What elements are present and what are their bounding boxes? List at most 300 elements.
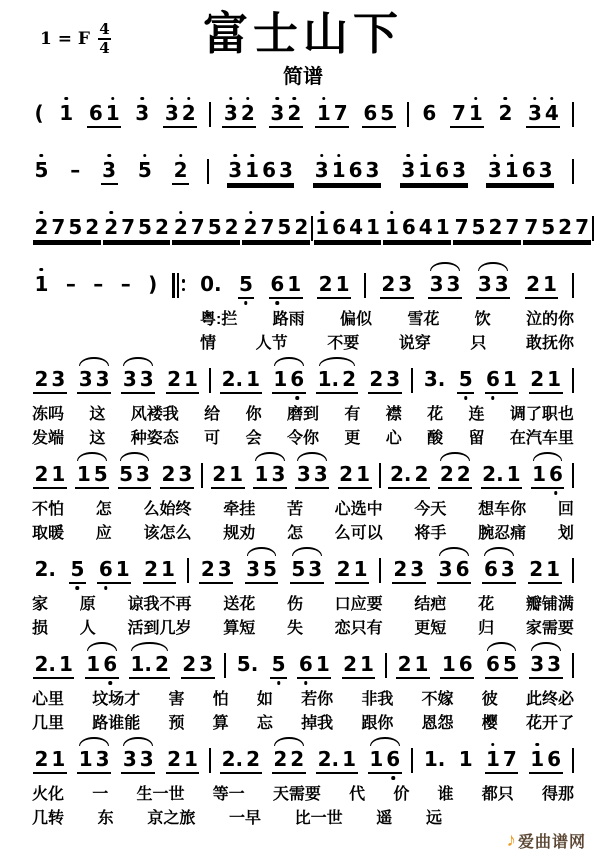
note: 2 [154, 651, 169, 676]
note: 5 [380, 100, 395, 125]
note: 1 [287, 271, 302, 296]
lyric-row [32, 593, 574, 617]
note-group [227, 150, 295, 194]
note: 4 [418, 214, 433, 239]
note-group [211, 454, 245, 498]
barline [209, 748, 211, 773]
note-group [136, 150, 153, 192]
octave-dot-below [304, 681, 308, 685]
note-group [272, 739, 306, 783]
note: 1 [335, 271, 350, 296]
note: 1 [86, 651, 101, 676]
lyric-syllable: 一 [92, 785, 109, 803]
lyric-syllable: 种姿态 [130, 429, 179, 447]
note: 6 [435, 157, 450, 182]
lyric-syllable: 令你 [286, 429, 319, 447]
note: 1 [356, 461, 370, 486]
music-system [32, 549, 574, 641]
note: 3 [446, 271, 461, 296]
octave-dot-above [246, 97, 250, 101]
note: 3 [122, 366, 137, 391]
note: 6 [332, 214, 347, 239]
lyric-syllable: 该怎么 [143, 524, 192, 542]
barline [311, 216, 313, 241]
note: 3 [313, 160, 330, 182]
octave-dot-above [250, 154, 254, 158]
note: 3 [494, 271, 509, 296]
note: – [65, 271, 76, 296]
note: 1 [78, 746, 93, 771]
note: 1 [366, 214, 380, 239]
note: 6 [385, 749, 402, 771]
note: 7 [333, 100, 348, 125]
note-group [529, 359, 563, 403]
note: 2 [339, 461, 354, 486]
note-group [440, 644, 474, 688]
note: 3 [139, 746, 154, 771]
octave-dot-above [233, 154, 237, 158]
lyric-syllable: 么可以 [334, 524, 383, 542]
note: 3 [486, 160, 503, 182]
slur-arc [87, 642, 117, 651]
notation-row [32, 264, 574, 308]
lyric-syllable: 在汽车里 [509, 429, 574, 447]
note: 5 [502, 651, 517, 676]
note: 2 [318, 271, 333, 296]
notation-row [32, 454, 574, 498]
watermark-text: 爱曲谱网 [517, 834, 586, 851]
note-group [523, 207, 591, 251]
note-group [118, 454, 152, 498]
lyric-syllable: 更 [344, 429, 361, 447]
note-group [33, 454, 67, 498]
lyric-syllable: 人 [79, 619, 96, 637]
lyric-syllable: 几转 [32, 809, 65, 827]
note: 2 [294, 214, 309, 239]
note-group [485, 644, 519, 688]
music-system [32, 454, 574, 546]
lyric-syllable: 得那 [541, 785, 574, 803]
slur-arc [292, 547, 322, 556]
note-group [335, 549, 369, 593]
lyric-syllable: 会 [245, 429, 262, 447]
note: 2 [530, 366, 545, 391]
time-signature [98, 22, 111, 56]
note-group [482, 549, 516, 593]
note: 6 [483, 556, 498, 581]
barline [572, 159, 574, 184]
note: 1 [273, 366, 288, 391]
note-group [222, 93, 256, 137]
lyric-syllable: 更短 [414, 619, 447, 637]
octave-dot-below [244, 301, 248, 305]
note-group [33, 739, 67, 783]
lyric-syllable: 恋只有 [334, 619, 383, 637]
note: 3 [199, 651, 214, 676]
lyric-syllable: 路雨 [272, 310, 305, 328]
note: 6 [458, 651, 473, 676]
octave-dot-below [554, 491, 558, 495]
note-group [245, 549, 279, 593]
lyric-syllable: 家 [32, 595, 49, 613]
note-group [529, 739, 563, 783]
lyric-syllable: 划 [557, 524, 574, 542]
note-group [33, 264, 50, 306]
lyric-syllable: 冻吗 [32, 405, 65, 423]
lyric-syllable: 掉我 [301, 714, 334, 732]
note-group [119, 264, 132, 306]
note: 2 [290, 746, 305, 771]
note: 4 [349, 214, 364, 239]
note: 1. [317, 366, 340, 391]
barline [187, 558, 189, 583]
octave-dot-below [76, 586, 80, 590]
lyric-syllable: 恩怨 [421, 714, 454, 732]
note: 2 [33, 217, 50, 239]
music-system [32, 739, 574, 831]
note-group [69, 150, 82, 192]
note: 7 [451, 100, 466, 125]
note: 1 [547, 366, 562, 391]
lyric-syllable: 心 [385, 429, 402, 447]
lyric-syllable: 苦 [286, 500, 303, 518]
note-group [368, 359, 402, 403]
note-group [64, 264, 77, 306]
octave-dot-above [40, 268, 44, 272]
note-group [453, 207, 521, 251]
note: 6 [455, 556, 470, 581]
note: 6 [485, 369, 502, 391]
note-group [220, 359, 261, 403]
slur-arc [533, 452, 563, 461]
barline [385, 653, 387, 678]
note: 3 [530, 651, 545, 676]
note-group [58, 93, 75, 135]
note: 7 [190, 214, 205, 239]
notation-row [32, 644, 574, 688]
note: 2 [488, 214, 503, 239]
octave-dot-above [293, 97, 297, 101]
note-group [69, 549, 86, 593]
lyric-syllable: 襟 [385, 405, 402, 423]
note-group [220, 739, 261, 783]
note: 1 [315, 103, 332, 125]
note: 2. [221, 366, 244, 391]
lyric-syllable: 一早 [228, 809, 261, 827]
lyric-syllable: 情 [200, 334, 217, 352]
slur-arc [478, 262, 508, 271]
octave-dot-below [391, 776, 395, 780]
barline [209, 102, 211, 127]
lyric-syllable: 忘 [256, 714, 273, 732]
note: 3 [547, 651, 562, 676]
note: 2 [558, 214, 573, 239]
note: 3 [269, 103, 286, 125]
lyric-syllable: 取暖 [32, 524, 65, 542]
note: 5 [238, 274, 255, 296]
music-system [32, 264, 574, 356]
note: 2 [336, 556, 351, 581]
lyric-syllable: 归 [478, 619, 495, 637]
lyric-syllable: 你 [245, 405, 262, 423]
lyric-syllable: 等一 [212, 785, 245, 803]
lyric-syllable: 非我 [361, 690, 394, 708]
note: 2 [172, 160, 189, 182]
note: ( [34, 100, 44, 125]
lyric-syllable: 风褛我 [130, 405, 179, 423]
lyric-syllable: 代 [349, 785, 366, 803]
note: 1 [315, 651, 330, 676]
note-group [290, 549, 324, 593]
music-system [32, 93, 574, 137]
note: 2 [439, 461, 454, 486]
note: 2 [224, 214, 239, 239]
note: 3 [500, 556, 515, 581]
lyric-syllable: 说穿 [398, 334, 431, 352]
note-group [129, 644, 170, 688]
lyric-syllable: 只 [470, 334, 487, 352]
lyric-syllable: 应 [95, 524, 112, 542]
lyric-row [32, 807, 442, 831]
note: 3 [163, 103, 180, 125]
note: 3 [308, 556, 323, 581]
slur-arc [123, 357, 153, 366]
note-group [437, 549, 471, 593]
lyric-syllable: 怕 [212, 690, 229, 708]
note: 1 [503, 160, 520, 182]
note-group [421, 93, 438, 135]
note-group [172, 150, 189, 194]
note: 1 [342, 746, 356, 771]
barline [201, 463, 203, 488]
note: 2 [167, 366, 181, 391]
note: 1 [59, 651, 73, 676]
slur-arc [77, 452, 107, 461]
octave-dot-above [179, 154, 183, 158]
slur-arc [531, 642, 561, 651]
note: 1 [115, 556, 130, 581]
octave-dot-above [504, 97, 508, 101]
watermark [506, 829, 586, 852]
note: 2. [221, 746, 244, 771]
lyric-syllable: 坟场才 [92, 690, 141, 708]
lyric-row [32, 427, 574, 451]
lyric-syllable: 结疤 [414, 595, 447, 613]
note: 2 [369, 366, 384, 391]
note-group [315, 93, 349, 137]
octave-dot-above [249, 211, 253, 215]
slur-arc [79, 357, 109, 366]
note: 1 [353, 556, 368, 581]
lyric-syllable: 发端 [32, 429, 65, 447]
time-upper: 4 [99, 20, 110, 38]
note-group [317, 264, 351, 308]
lyric-syllable: 饮 [474, 310, 491, 328]
note: 3 [95, 366, 110, 391]
note: 6 [363, 100, 378, 125]
lyric-syllable: 可 [204, 429, 221, 447]
barline [407, 102, 409, 127]
slur-arc [297, 452, 327, 461]
note: 2 [246, 746, 261, 771]
note: 3 [365, 157, 380, 182]
notation-type-subtitle: 简谱 [283, 65, 323, 88]
note: 3 [139, 366, 154, 391]
lyric-syllable: 跟你 [361, 714, 394, 732]
note: 2 [397, 651, 412, 676]
lyric-syllable: 调了职也 [509, 405, 574, 423]
note-group [33, 207, 101, 251]
note-group [342, 644, 376, 688]
lyric-syllable: 谁 [437, 785, 454, 803]
note: 3 [386, 366, 401, 391]
note: – [120, 271, 131, 296]
lyric-row [32, 403, 574, 427]
lyric-syllable: 送花 [223, 595, 256, 613]
lyric-syllable: 远 [425, 809, 442, 827]
lyric-syllable: 花 [427, 405, 444, 423]
note: 5 [471, 214, 486, 239]
note: 4 [543, 103, 560, 125]
note: 5 [270, 654, 287, 676]
note-group [85, 644, 119, 688]
lyric-syllable: 雪花 [407, 310, 440, 328]
note: 1 [546, 556, 561, 581]
lyric-syllable: 怎 [286, 524, 303, 542]
note: 6 [521, 157, 536, 182]
note-group [450, 93, 484, 137]
note-group [121, 359, 155, 403]
note: 5 [541, 214, 556, 239]
note-group [163, 93, 197, 137]
notation-row [32, 359, 574, 403]
lyric-syllable: 腕忍痛 [478, 524, 527, 542]
note: 5 [291, 556, 306, 581]
note-group [485, 359, 519, 403]
note: 2 [414, 461, 429, 486]
lyric-syllable: 火化 [32, 785, 65, 803]
note: 1. [423, 746, 446, 771]
music-note-icon: ♪ [506, 830, 516, 851]
music-system [32, 150, 574, 194]
barline [572, 273, 574, 298]
notation-area [32, 93, 589, 831]
lyric-syllable: 路谁能 [92, 714, 141, 732]
lyric-row [32, 783, 574, 807]
note: 6 [401, 214, 416, 239]
note-group [235, 644, 260, 686]
lyric-syllable: 预 [168, 714, 185, 732]
octave-dot-above [143, 154, 147, 158]
note: 1 [314, 217, 331, 239]
note: 2 [85, 214, 100, 239]
note: 6 [269, 274, 286, 296]
note-group [388, 454, 429, 498]
lyric-syllable: 彼 [481, 690, 498, 708]
barline [379, 558, 381, 583]
note-group [166, 359, 200, 403]
lyric-syllable: 这 [89, 429, 106, 447]
slur-arc [440, 452, 470, 461]
note-group [270, 644, 287, 688]
lyric-syllable: 留 [468, 429, 485, 447]
barline [592, 216, 594, 241]
note: 6 [262, 157, 277, 182]
note: 3 [477, 271, 492, 296]
lyric-row [32, 688, 574, 712]
note-group [269, 93, 303, 137]
note-group [33, 150, 50, 192]
lyric-syllable: 这 [89, 405, 106, 423]
music-system [32, 359, 574, 451]
note: 2. [389, 461, 412, 486]
lyric-syllable: 比一世 [294, 809, 343, 827]
octave-dot-above [337, 154, 341, 158]
note-group [181, 644, 215, 688]
lyric-syllable: 此终必 [525, 690, 574, 708]
note: 1 [254, 461, 269, 486]
note: 2 [172, 217, 189, 239]
note: 6 [297, 654, 314, 676]
octave-dot-above [187, 97, 191, 101]
note-group [199, 549, 233, 593]
note: 1 [458, 746, 473, 771]
lyric-syllable: 瓣铺满 [525, 595, 574, 613]
note: 0. [200, 271, 222, 296]
lyric-syllable: 想车你 [478, 500, 527, 518]
note: 2 [34, 461, 49, 486]
note-group [457, 359, 474, 403]
note-group [242, 207, 310, 251]
key-label: 1 = F [40, 29, 90, 49]
octave-dot-below [276, 301, 280, 305]
barline [379, 463, 381, 488]
key-signature [40, 22, 111, 56]
note-group [103, 207, 171, 251]
note: 1 [502, 366, 517, 391]
note-group [422, 739, 447, 781]
barline [364, 273, 366, 298]
slur-arc [255, 452, 285, 461]
note: 3 [227, 160, 244, 182]
note-group [338, 454, 372, 498]
note: 2. [34, 651, 57, 676]
note-group [314, 207, 382, 251]
note: 5 [68, 214, 83, 239]
note: 2 [34, 746, 49, 771]
octave-dot-above [170, 97, 174, 101]
note-group [147, 264, 159, 306]
note: 1 [104, 103, 121, 125]
octave-dot-above [423, 154, 427, 158]
note: 3 [101, 160, 118, 182]
lyric-syllable: 家需要 [525, 619, 574, 637]
note: 3 [178, 461, 193, 486]
note: 2 [273, 746, 288, 771]
note: 3 [51, 366, 66, 391]
lyric-syllable: 磨到 [286, 405, 319, 423]
note-group [380, 264, 414, 308]
octave-dot-above [40, 154, 44, 158]
note: 2 [526, 271, 541, 296]
lyric-syllable: 人节 [255, 334, 288, 352]
note-group [33, 549, 58, 591]
note: 6 [102, 654, 119, 676]
note-group [316, 739, 357, 783]
note-group [313, 150, 381, 194]
note-group [486, 150, 554, 194]
octave-dot-above [111, 97, 115, 101]
